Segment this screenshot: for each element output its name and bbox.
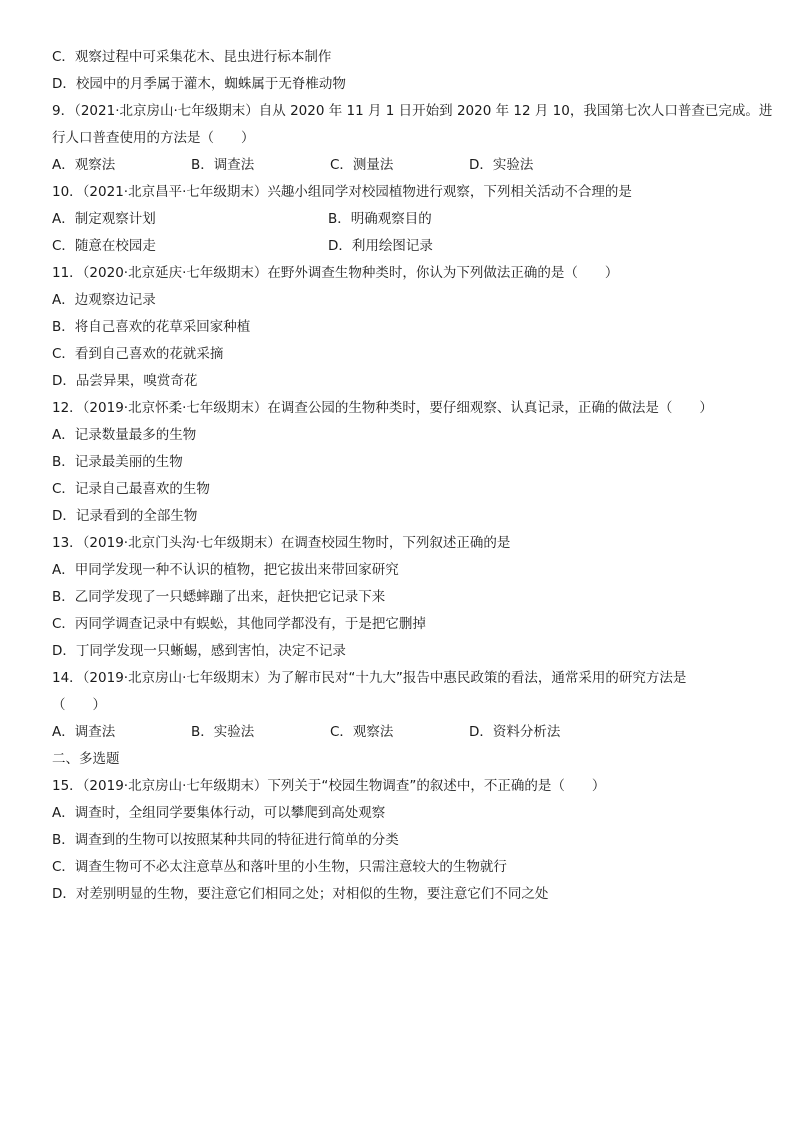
q14-options [52, 719, 764, 746]
q11-option-d: D．品尝异果，嗅赏奇花 [52, 373, 198, 389]
q9-option-b: B．调查法 [191, 157, 255, 173]
q15-option-a: A．调查时，全组同学要集体行动，可以攀爬到高处观察 [52, 805, 386, 821]
q14-option-c: C．观察法 [330, 724, 394, 740]
q15-option-c: C．调查生物可不必太注意草丛和落叶里的小生物，只需注意较大的生物就行 [52, 859, 507, 875]
q10-options-row1 [52, 206, 764, 233]
q9-option-d: D．实验法 [469, 157, 534, 173]
q8-option-c: C．观察过程中可采集花木、昆虫进行标本制作 [52, 49, 332, 65]
q11-option-b: B．将自己喜欢的花草采回家种植 [52, 319, 251, 335]
q12-option-a: A．记录数量最多的生物 [52, 427, 197, 443]
q12-stem: 12．（2019·北京怀柔·七年级期末）在调查公园的生物种类时，要仔细观察、认真记录，正确的做法是（ ） [52, 400, 713, 416]
q9-stem-line2: 行人口普查使用的方法是（ ） [52, 130, 255, 146]
q10-option-d: D．利用绘图记录 [328, 238, 433, 254]
q9-option-c: C．测量法 [330, 157, 394, 173]
q14-option-a: A．调查法 [52, 724, 116, 740]
q13-stem: 13．（2019·北京门头沟·七年级期末）在调查校园生物时，下列叙述正确的是 [52, 535, 511, 551]
q13-option-b: B．乙同学发现了一只蟋蟀蹦了出来，赶快把它记录下来 [52, 589, 386, 605]
q11-option-a: A．边观察边记录 [52, 292, 156, 308]
q15-option-d: D．对差别明显的生物，要注意它们相同之处；对相似的生物，要注意它们不同之处 [52, 886, 549, 902]
q14-stem-line1: 14．（2019·北京房山·七年级期末）为了解市民对“十九大”报告中惠民政策的看法，通常采用的研究方法是 [52, 670, 687, 686]
q11-option-c: C．看到自己喜欢的花就采摘 [52, 346, 224, 362]
q12-option-d: D．记录看到的全部生物 [52, 508, 198, 524]
q10-option-b: B．明确观察目的 [328, 211, 432, 227]
question-list [52, 44, 773, 908]
q14-stem-line2: （ ） [52, 697, 106, 713]
q15-option-b: B．调查到的生物可以按照某种共同的特征进行简单的分类 [52, 832, 399, 848]
q13-option-d: D．丁同学发现一只蜥蜴，感到害怕，决定不记录 [52, 643, 346, 659]
q11-stem: 11．（2020·北京延庆·七年级期末）在野外调查生物种类时，你认为下列做法正确的是（ ） [52, 265, 619, 281]
q9-options [52, 152, 764, 179]
q9-stem-line1: 9．（2021·北京房山·七年级期末）自从 2020 年 11 月 1 日开始到 2020 年 12 月 10，我国第七次人口普查已完成。进 [52, 103, 773, 119]
q8-option-d: D．校园中的月季属于灌木，蜘蛛属于无脊椎动物 [52, 76, 346, 92]
q9-option-a: A．观察法 [52, 157, 116, 173]
q13-option-a: A．甲同学发现一种不认识的植物，把它拔出来带回家研究 [52, 562, 399, 578]
q14-option-b: B．实验法 [191, 724, 255, 740]
q15-stem: 15．（2019·北京房山·七年级期末）下列关于“校园生物调查”的叙述中，不正确的是（ ） [52, 778, 606, 794]
q10-option-c: C．随意在校园走 [52, 238, 156, 254]
q12-option-c: C．记录自己最喜欢的生物 [52, 481, 210, 497]
q12-option-b: B．记录最美丽的生物 [52, 454, 183, 470]
q10-stem: 10．（2021·北京昌平·七年级期末）兴趣小组同学对校园植物进行观察，下列相关活动不合理的是 [52, 184, 632, 200]
q14-option-d: D．资料分析法 [469, 724, 561, 740]
section-heading-multiple-choice: 二、多选题 [52, 751, 120, 767]
q10-option-a: A．制定观察计划 [52, 211, 156, 227]
q13-option-c: C．丙同学调查记录中有蜈蚣，其他同学都没有，于是把它删掉 [52, 616, 426, 632]
q10-options-row2 [52, 233, 764, 260]
